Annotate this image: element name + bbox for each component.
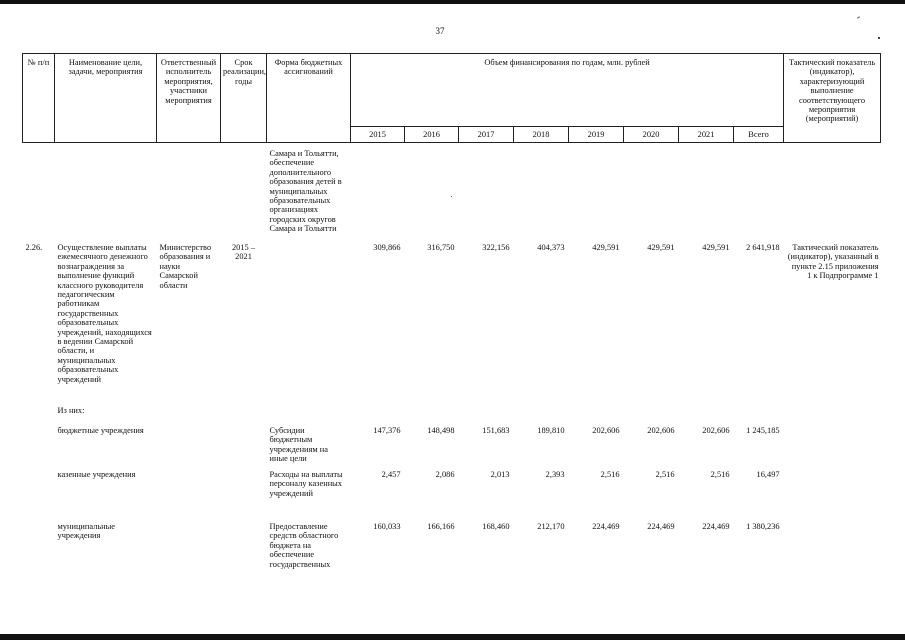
year-header: 2019 [569,127,624,143]
year-header: 2020 [624,127,679,143]
value-cell: 429,591 [647,243,675,252]
bottom-border-line [0,634,905,640]
value-cell: 2,457 [381,470,401,479]
total-cell: 1 245,185 [746,426,780,435]
value-cell: 309,866 [373,243,401,252]
header-responsible: Ответственный исполнитель мероприятия, участники мероприятия [157,54,221,143]
row-name: Осуществление выплаты ежемесячного денежного вознаграждения за выполнение функций классного руководителя педагогическим работникам государственных образовательных учреждений, находящихся в ведении Самарской области, и муниципальных образовательных учреждений [57,243,152,384]
sub-row-name: муниципальные учреждения [57,522,116,541]
total-cell: 2 641,918 [746,243,780,252]
table-row [23,426,881,470]
value-cell: 202,606 [647,426,675,435]
header-row [23,54,881,127]
sub-row-form: Предоставление средств областного бюджета на обеспечение государственных [269,522,339,569]
header-tactic: Тактический показатель (индикатор), характеризующий выполнение соответствующего мероприятия (мероприятий) [784,54,881,143]
scan-speck [878,37,880,39]
sub-row-name: казенные учреждения [57,470,136,479]
row-number: 2.26. [25,243,43,252]
value-cell: 151,683 [482,426,510,435]
value-cell: 160,033 [373,522,401,531]
sub-row-form: Расходы на выплаты персоналу казенных учреждений [269,470,343,498]
value-cell: 202,606 [702,426,730,435]
header-funding: Объем финансирования по годам, млн. рублей [351,54,784,127]
value-cell: 2,393 [545,470,565,479]
of-which-label: Из них: [57,406,85,415]
scan-speck [857,16,860,18]
row-responsible: Министерство образования и науки Самарской области [159,243,212,290]
value-cell: 429,591 [702,243,730,252]
value-cell: 2,516 [600,470,620,479]
year-header: 2016 [405,127,459,143]
value-cell: 202,606 [592,426,620,435]
value-cell: 224,469 [592,522,620,531]
header-num: № п/п [23,54,55,143]
page-number: 37 [435,26,445,36]
continued-row [23,143,881,236]
row-form [267,235,351,403]
value-cell: 189,810 [537,426,565,435]
value-cell: 212,170 [537,522,565,531]
value-cell: 166,166 [427,522,455,531]
header-form: Форма бюджетных ассигнований [267,54,351,143]
value-cell: 2,086 [435,470,455,479]
top-border-line [0,0,905,4]
table-row-2-26 [23,235,881,403]
row-term: 2015 – 2021 [231,243,256,262]
total-header: Всего [734,127,784,143]
value-cell: 404,373 [537,243,565,252]
total-cell: 16,497 [756,470,780,479]
value-cell: 224,469 [647,522,675,531]
value-cell: 2,516 [655,470,675,479]
value-cell: 147,376 [373,426,401,435]
table-row [23,470,881,522]
continued-form-text: Самара и Тольятти, обеспечение дополнительного образования детей в муниципальных образовательных организациях городских округов Самара и Тольятти [269,149,342,234]
sub-row-form: Субсидии бюджетным учреждениям на иные цели [269,426,328,464]
total-cell: 1 380,236 [746,522,780,531]
value-cell: 224,469 [702,522,730,531]
table-row [23,522,881,582]
year-header: 2018 [514,127,569,143]
header-term: Срок реализации, годы [221,54,267,143]
value-cell: 322,156 [482,243,510,252]
year-header: 2017 [459,127,514,143]
value-cell: 148,498 [427,426,455,435]
financing-table [22,53,881,582]
value-cell: 429,591 [592,243,620,252]
header-name: Наименование цели, задачи, мероприятия [55,54,157,143]
of-which-row [23,403,881,426]
value-cell: 2,516 [710,470,730,479]
sub-row-name: бюджетные учреждения [57,426,144,435]
value-cell: 2,013 [490,470,510,479]
year-header: 2015 [351,127,405,143]
row-tactic: Тактический показатель (индикатор), указанный в пункте 2.15 приложения 1 к Подпрограмме 1 [787,243,879,281]
value-cell: 168,460 [482,522,510,531]
year-header: 2021 [679,127,734,143]
value-cell: 316,750 [427,243,455,252]
